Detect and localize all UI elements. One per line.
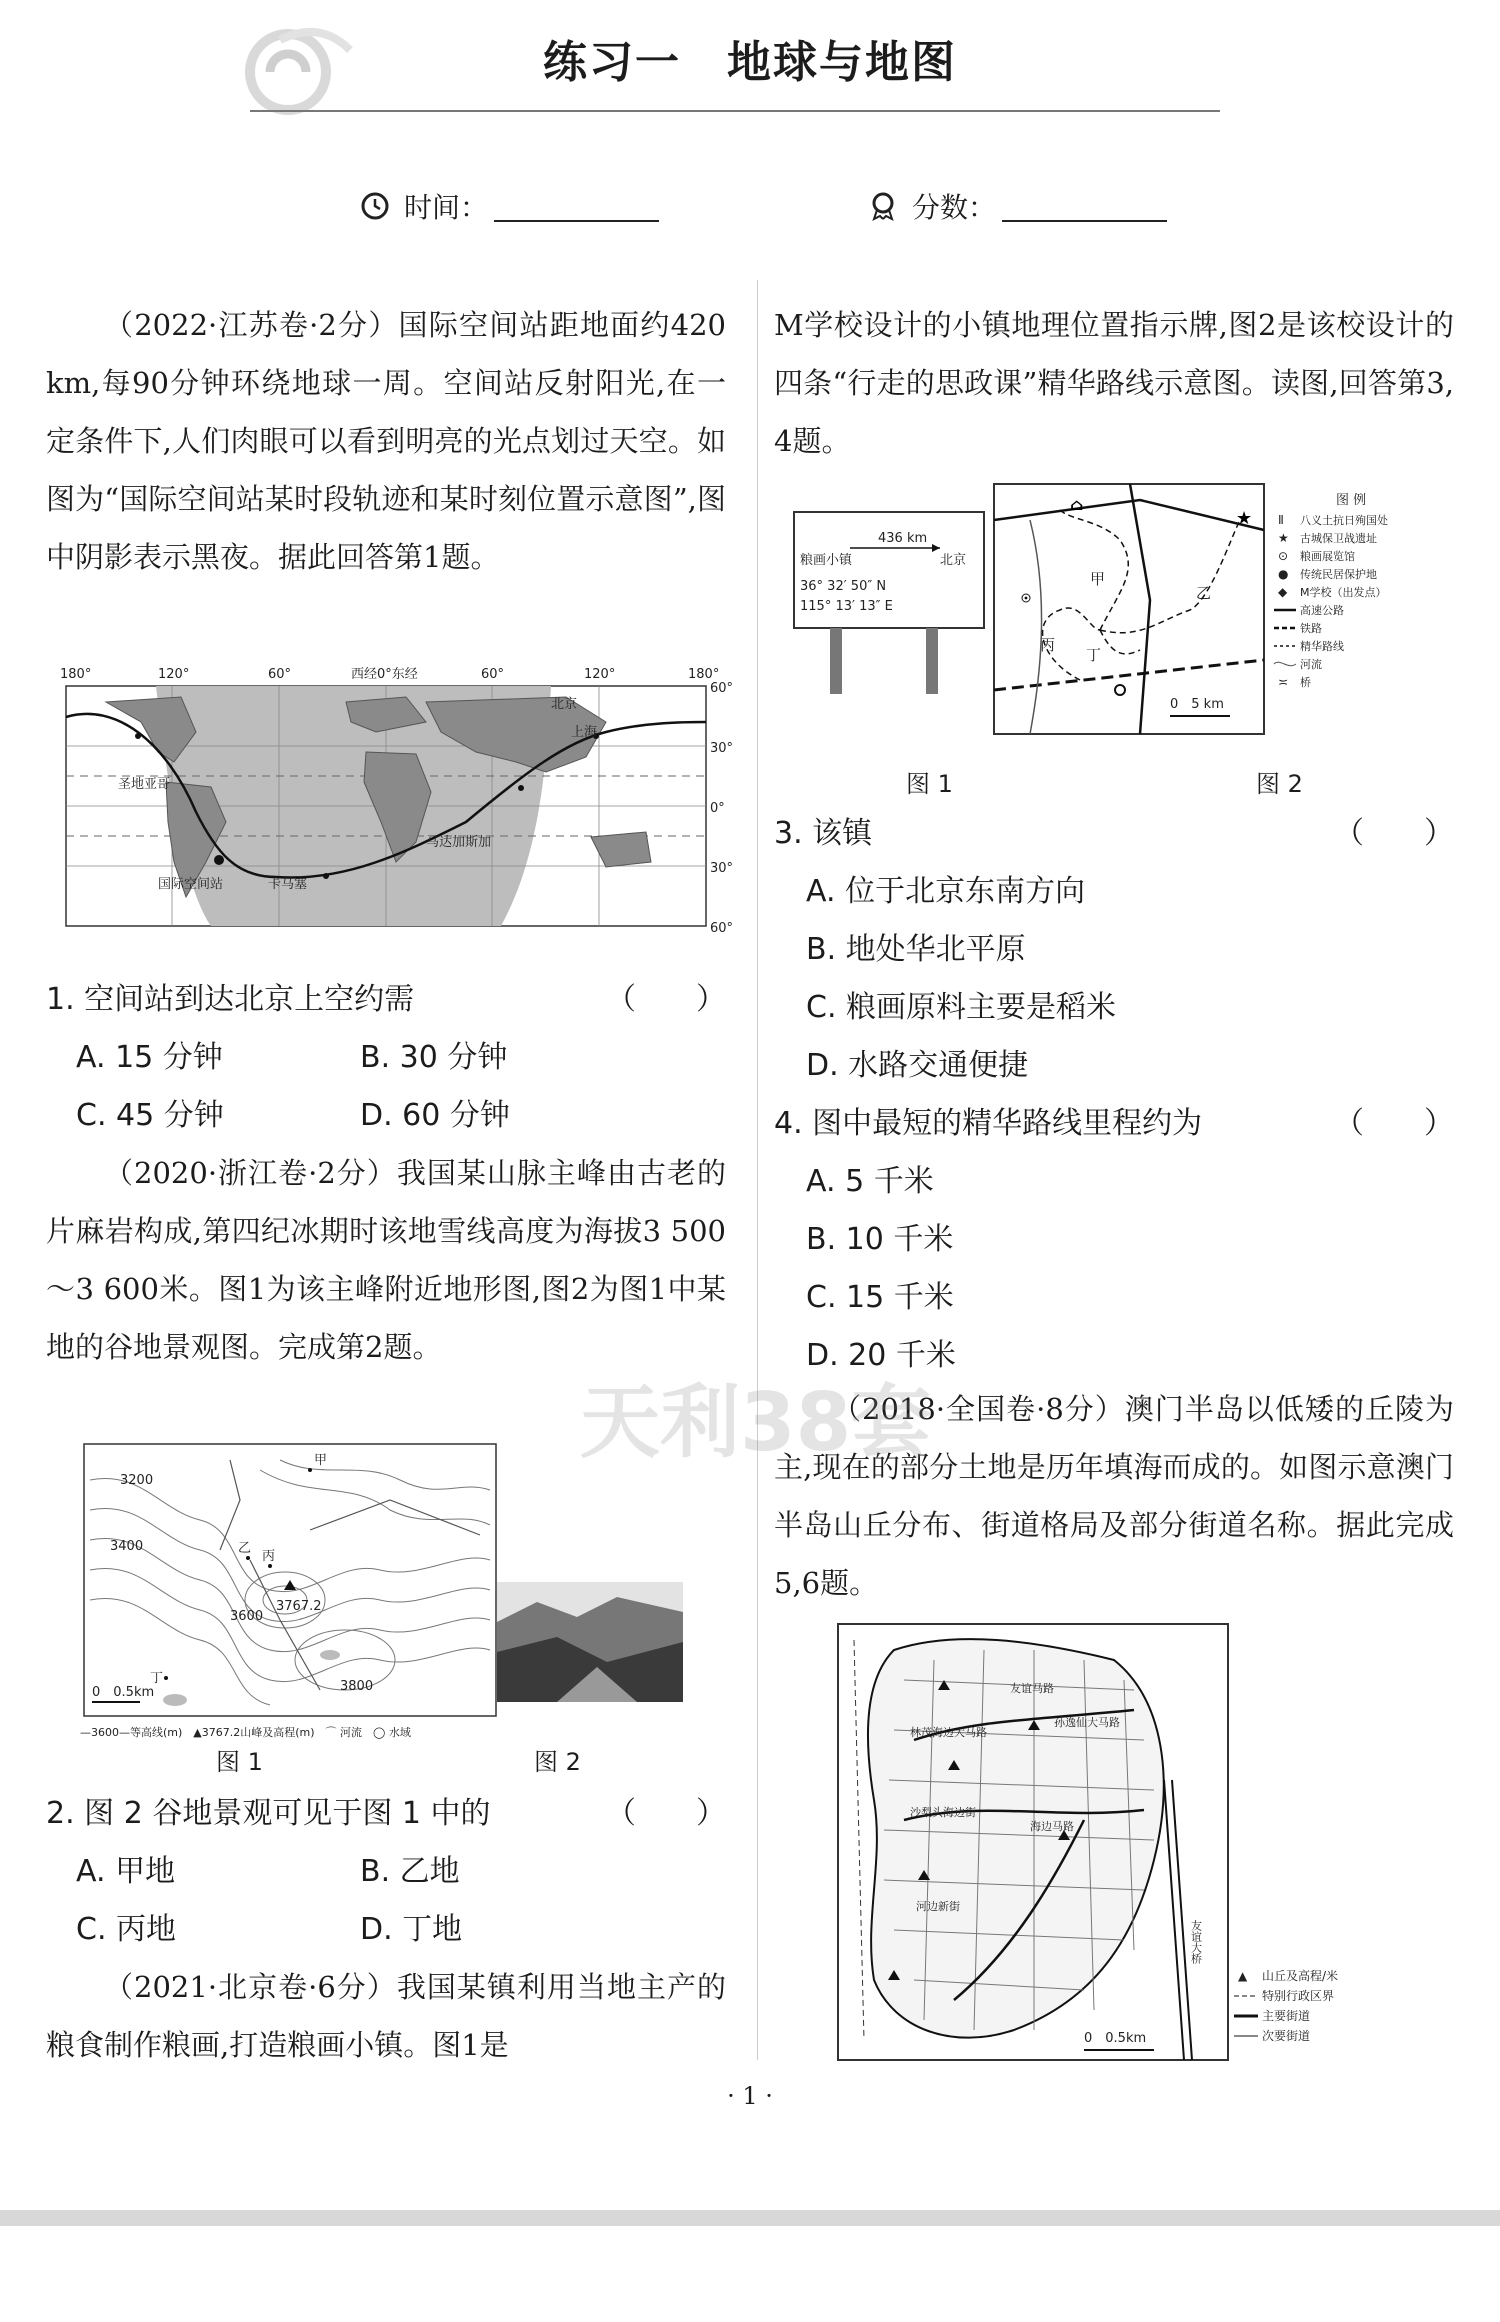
column-divider xyxy=(757,280,758,2060)
svg-text:八义土抗日殉国处: 八义土抗日殉国处 xyxy=(1300,514,1388,527)
location-sign xyxy=(790,508,990,698)
question-3 xyxy=(774,814,1454,854)
valley-photo xyxy=(497,1582,683,1702)
sign-from: 粮画小镇 xyxy=(800,553,853,568)
q3-option-c[interactable]: C. 粮画原料主要是稻米 xyxy=(806,990,1117,1025)
sign-to: 北京 xyxy=(940,553,967,568)
place-label: 卡马塞 xyxy=(268,877,308,892)
score-field xyxy=(868,186,1167,226)
question-4-stem: 4. 图中最短的精华路线里程约为 xyxy=(774,1106,1203,1141)
place-label: 马达加斯加 xyxy=(426,835,492,850)
title-divider xyxy=(250,110,1220,112)
place-label: 上海 xyxy=(571,725,598,740)
peak-elevation: 3767.2 xyxy=(276,1599,322,1614)
q1-option-a[interactable]: A. 15 分钟 xyxy=(76,1040,223,1075)
lat-label: 60° xyxy=(710,921,734,936)
time-blank[interactable] xyxy=(494,190,659,222)
sign-latitude: 36° 32′ 50″ N xyxy=(800,579,887,594)
legend-title: 图 例 xyxy=(1336,493,1367,508)
monument-icon: ⌂ xyxy=(1070,495,1084,514)
route-fig1-caption: 图 1 xyxy=(906,770,953,798)
route-label-yi: 乙 xyxy=(1196,584,1212,602)
q2-option-a[interactable]: A. 甲地 xyxy=(76,1854,176,1889)
q2-option-c[interactable]: C. 丙地 xyxy=(76,1912,177,1947)
q2-option-d[interactable]: D. 丁地 xyxy=(360,1912,463,1947)
lon-label: 120° xyxy=(158,667,190,682)
footer-band xyxy=(0,2210,1500,2226)
lon-label: 120° xyxy=(584,667,616,682)
lon-label: 180° xyxy=(60,667,92,682)
question-2 xyxy=(46,1794,726,1834)
svg-text:主要街道: 主要街道 xyxy=(1262,2009,1311,2023)
route-label-ding: 丁 xyxy=(1086,646,1102,664)
svg-text:⊙: ⊙ xyxy=(1278,549,1289,563)
q4-option-d[interactable]: D. 20 千米 xyxy=(806,1338,956,1373)
q3-option-d[interactable]: D. 水路交通便捷 xyxy=(806,1048,1029,1083)
street-label: 友谊马路 xyxy=(1010,1682,1054,1695)
topo-label-jia: 甲 xyxy=(314,1453,328,1468)
q1-option-b[interactable]: B. 30 分钟 xyxy=(360,1040,508,1075)
bridge-label: 友谊大桥 xyxy=(1189,1920,1203,1964)
topo-label-yi: 乙 xyxy=(238,1541,252,1556)
topo-label-bing: 丙 xyxy=(262,1549,276,1564)
route-legend xyxy=(1274,513,1388,689)
route-fig2-caption: 图 2 xyxy=(1256,770,1303,798)
svg-text:次要街道: 次要街道 xyxy=(1262,2029,1311,2043)
question-2-answer-blank[interactable]: （ ） xyxy=(606,1796,726,1831)
q3-option-a[interactable]: A. 位于北京东南方向 xyxy=(806,874,1086,909)
q1-option-d[interactable]: D. 60 分钟 xyxy=(360,1098,510,1133)
street-label: 林茂海边大马路 xyxy=(910,1726,987,1739)
svg-text:天利38套: 天利38套 xyxy=(580,1376,932,1469)
route-scale: 0 5 km xyxy=(1170,697,1224,712)
svg-text:古城保卫战遗址: 古城保卫战遗址 xyxy=(1300,532,1377,545)
lat-label: 60° xyxy=(710,681,734,696)
svg-text:粮画展览馆: 粮画展览馆 xyxy=(1300,550,1355,563)
question-3-stem: 3. 该镇 xyxy=(774,816,873,851)
clock-icon xyxy=(360,191,390,221)
contour-label: 3800 xyxy=(340,1679,374,1694)
svg-text:精华路线: 精华路线 xyxy=(1300,640,1344,653)
topo-map xyxy=(80,1440,500,1750)
place-label: 国际空间站 xyxy=(158,877,224,892)
sign-distance: 436 km xyxy=(878,531,928,546)
svg-text:≍: ≍ xyxy=(1278,675,1289,689)
street-label: 孙逸仙大马路 xyxy=(1054,1716,1120,1729)
intro-paragraph-3: （2021·北京卷·6分）我国某镇利用当地主产的粮食制作粮画,打造粮画小镇。图1是 xyxy=(46,1970,726,2062)
street-label: 河边新街 xyxy=(916,1900,960,1913)
topo-label-ding: 丁 xyxy=(150,1671,164,1686)
svg-text:铁路: 铁路 xyxy=(1300,622,1322,635)
macau-map xyxy=(834,1620,1394,2066)
topo-fig2-caption: 图 2 xyxy=(534,1748,581,1776)
route-label-jia: 甲 xyxy=(1090,570,1106,588)
question-4 xyxy=(774,1104,1454,1144)
intro-paragraph-1: （2022·江苏卷·2分）国际空间站距地面约420 km,每90分钟环绕地球一周。空间站反射阳光,在一定条件下,人们肉眼可以看到明亮的光点划过天空。如图为“国际空间站某时段轨迹和某时刻位置示意图”,图中阴影表示黑夜。据此回答第1题。 xyxy=(46,308,726,574)
star-icon: ★ xyxy=(1236,508,1253,529)
svg-text:●: ● xyxy=(1278,567,1289,581)
lon-label: 180° xyxy=(688,667,720,682)
score-blank[interactable] xyxy=(1002,190,1167,222)
contour-label: 3600 xyxy=(230,1609,264,1624)
svg-text:传统民居保护地: 传统民居保护地 xyxy=(1300,568,1377,581)
svg-text:★: ★ xyxy=(1278,531,1289,545)
place-label: 圣地亚哥 xyxy=(118,777,171,792)
svg-text:▲: ▲ xyxy=(1238,1969,1248,1983)
q3-option-b[interactable]: B. 地处华北平原 xyxy=(806,932,1026,967)
intro-paragraph-2: （2020·浙江卷·2分）我国某山脉主峰由古老的片麻岩构成,第四纪冰期时该地雪线高度为海拔3 500～3 600米。图1为该主峰附近地形图,图2为图1中某地的谷地景观图。完成第2题。 xyxy=(46,1156,726,1364)
q4-option-b[interactable]: B. 10 千米 xyxy=(806,1222,954,1257)
route-map xyxy=(990,480,1470,740)
intro-paragraph-4: （2018·全国卷·8分）澳门半岛以低矮的丘陵为主,现在的部分土地是历年填海而成的。如图示意澳门半岛山丘分布、街道格局及部分街道名称。据此完成5,6题。 xyxy=(774,1392,1454,1600)
contour-label: 3400 xyxy=(110,1539,144,1554)
q4-option-c[interactable]: C. 15 千米 xyxy=(806,1280,954,1315)
svg-text:M学校（出发点）: M学校（出发点） xyxy=(1300,586,1387,599)
medal-icon xyxy=(868,191,898,221)
svg-text:山丘及高程/米: 山丘及高程/米 xyxy=(1262,1969,1339,1983)
score-label: 分数： xyxy=(912,191,997,224)
macau-scale: 0 0.5km xyxy=(1084,2031,1147,2046)
street-label: 沙梨头海边街 xyxy=(910,1806,976,1819)
lon-label: 60° xyxy=(481,667,505,682)
topo-fig1-caption: 图 1 xyxy=(216,1748,263,1776)
street-label: 海边马路 xyxy=(1030,1820,1074,1833)
q2-option-b[interactable]: B. 乙地 xyxy=(360,1854,460,1889)
lon-label: 60° xyxy=(268,667,292,682)
question-1-stem: 1. 空间站到达北京上空约需 xyxy=(46,982,415,1017)
question-1 xyxy=(46,980,726,1020)
topo-scale: 0 0.5km xyxy=(92,1685,155,1700)
question-3-answer-blank[interactable]: （ ） xyxy=(1334,816,1454,851)
svg-text:特别行政区界: 特别行政区界 xyxy=(1262,1989,1335,2003)
svg-text:高速公路: 高速公路 xyxy=(1300,604,1344,617)
iss-position xyxy=(214,855,224,865)
time-label: 时间： xyxy=(404,191,489,224)
lat-label: 0° xyxy=(710,801,725,816)
lat-label: 30° xyxy=(710,741,734,756)
intro-paragraph-3-continued: M学校设计的小镇地理位置指示牌,图2是该校设计的四条“行走的思政课”精华路线示意图。读图,回答第3,4题。 xyxy=(774,308,1454,458)
contour-label: 3200 xyxy=(120,1473,154,1488)
macau-legend xyxy=(1234,1968,1338,2043)
q1-option-c[interactable]: C. 45 分钟 xyxy=(76,1098,224,1133)
lon-label: 西经0°东经 xyxy=(351,667,418,682)
watermark-logo xyxy=(540,1330,960,1510)
question-4-answer-blank[interactable]: （ ） xyxy=(1334,1106,1454,1141)
iss-track-map xyxy=(46,662,734,950)
svg-text:◆: ◆ xyxy=(1278,585,1288,599)
sign-longitude: 115° 13′ 13″ E xyxy=(800,599,893,614)
topo-legend: —3600—等高线(m) ▲3767.2山峰及高程(m) ⌒ 河流 ◯ 水域 xyxy=(80,1726,411,1739)
lat-label: 30° xyxy=(710,861,734,876)
q4-option-a[interactable]: A. 5 千米 xyxy=(806,1164,934,1199)
svg-text:河流: 河流 xyxy=(1300,658,1322,671)
page-number: · 1 · xyxy=(727,2082,773,2110)
place-label: 北京 xyxy=(551,697,578,712)
svg-text:桥: 桥 xyxy=(1300,676,1311,689)
svg-text:Ⅱ: Ⅱ xyxy=(1278,513,1284,527)
route-label-bing: 丙 xyxy=(1040,636,1056,654)
question-2-stem: 2. 图 2 谷地景观可见于图 1 中的 xyxy=(46,1796,491,1831)
question-1-answer-blank[interactable]: （ ） xyxy=(606,982,726,1017)
time-field xyxy=(360,186,659,226)
page-title: 练习一 地球与地图 xyxy=(543,37,957,88)
